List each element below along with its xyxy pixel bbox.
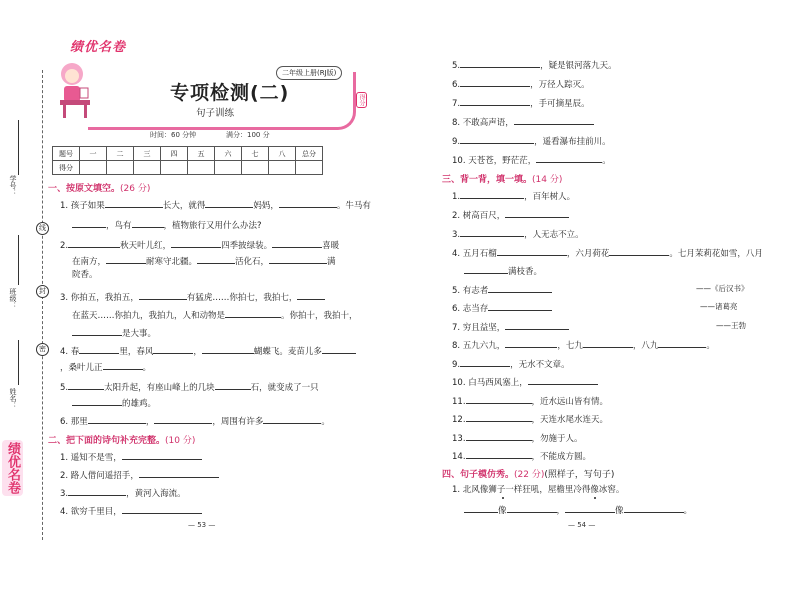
score-input-cell[interactable] [215, 161, 242, 175]
blank[interactable] [153, 344, 193, 354]
recite-1 [452, 189, 575, 203]
recite-13 [452, 431, 583, 445]
text: ， [193, 347, 202, 357]
blank[interactable] [132, 218, 164, 228]
blank[interactable] [68, 238, 120, 248]
blank[interactable] [225, 308, 281, 318]
logo-text: 绩优名卷 [70, 40, 127, 55]
text: ，手可摘星辰。 [530, 99, 590, 109]
score-table-score-row [53, 161, 323, 175]
name-line [18, 340, 19, 385]
text: 12. [452, 415, 466, 425]
recite-6 [452, 301, 552, 315]
text: ，近水远山皆有情。 [531, 397, 609, 407]
question-2-line-2 [72, 254, 336, 268]
poem-8 [452, 115, 594, 129]
question-6-line-1 [60, 414, 330, 428]
recite-5 [452, 283, 552, 297]
full-score: 满分：100 分 [226, 131, 270, 139]
section-title-text: 三、背一背，填一填。 [442, 175, 533, 185]
blank[interactable] [139, 290, 187, 300]
blank[interactable] [583, 338, 633, 348]
section-1-title [48, 181, 150, 194]
poem-6 [452, 77, 590, 91]
score-cell: 七 [242, 147, 269, 161]
score-side-tag: 得分 [358, 94, 365, 106]
section-title-text: 一、按原文填空。 [48, 184, 121, 194]
text: 6. [452, 80, 461, 90]
mascot-icon [58, 58, 92, 120]
text: ，遥看瀑布挂前川。 [534, 137, 611, 147]
score-table [52, 146, 323, 175]
blank[interactable] [460, 96, 530, 106]
emphasis-dot [594, 497, 596, 499]
blank[interactable] [122, 450, 202, 460]
recite-8 [452, 338, 715, 352]
text: 活化石， [235, 257, 270, 267]
score-input-cell[interactable] [296, 161, 323, 175]
poem-4 [60, 504, 202, 518]
blank[interactable] [460, 77, 530, 87]
text: 。 [321, 417, 330, 427]
text: 6. 那里 [60, 417, 88, 427]
blank[interactable] [103, 360, 143, 370]
blank[interactable] [497, 246, 567, 256]
blank[interactable] [514, 115, 594, 125]
section-note: (照样子，写句子) [544, 470, 615, 480]
text: 。牛马有 [336, 201, 371, 211]
blank[interactable] [171, 238, 221, 248]
blank[interactable] [507, 503, 557, 513]
text: 院香。 [72, 270, 98, 280]
poem-3 [60, 486, 186, 500]
text: 在蓝天……你拍九，我拍九，人和动物是 [72, 311, 226, 321]
recite-4-line-1 [452, 246, 763, 260]
question-4-line-1 [60, 344, 356, 358]
text: 4. 春 [60, 347, 80, 357]
text: 6. 志当存 [452, 304, 489, 314]
text: 满枝香。 [508, 267, 543, 277]
class-line [18, 235, 19, 285]
imitate-answer [464, 503, 692, 517]
blank[interactable] [460, 227, 524, 237]
score-cell: 二 [107, 147, 134, 161]
text: 1. [452, 192, 461, 202]
score-cell: 五 [188, 147, 215, 161]
text: 石，就变成了一只 [250, 383, 319, 393]
grade-badge: 二年级上册(RJ版) [276, 66, 342, 80]
text: 3. 你拍五，我拍五， [60, 293, 139, 303]
section-title-text: 二、把下面的诗句补充完整。 [48, 436, 166, 446]
blank[interactable] [466, 431, 532, 441]
attribution-wang-bo: ——王勃 [716, 321, 746, 330]
blank[interactable] [464, 503, 498, 513]
question-5-line-1 [60, 380, 319, 394]
blank[interactable] [505, 208, 569, 218]
margin-logo: 绩优名卷 [2, 440, 23, 496]
poem-1 [60, 450, 202, 464]
score-input-cell[interactable] [269, 161, 296, 175]
score-input-cell[interactable] [188, 161, 215, 175]
blank[interactable] [72, 396, 122, 406]
text: 9. [452, 137, 461, 147]
text: ，六月荷花 [566, 249, 610, 259]
text: 4. 欲穷千里目， [60, 507, 122, 517]
blank[interactable] [106, 254, 146, 264]
text: ，疑是银河落九天。 [540, 61, 617, 71]
text: 3. [60, 489, 69, 499]
margin-dashed-line [42, 70, 43, 540]
page-subtitle: 句子训练 [196, 108, 235, 119]
recite-11 [452, 394, 608, 408]
text: 8. 不敢高声语， [452, 118, 514, 128]
text: 5. [452, 61, 461, 71]
blank[interactable] [105, 198, 163, 208]
section-points: (26 分) [120, 184, 151, 194]
text: 7. [452, 99, 461, 109]
text: 四季披绿装。 [221, 241, 273, 251]
margin-circle-mi: 密 [36, 343, 49, 356]
question-1-line-2 [72, 218, 262, 232]
text: ，鸟有 [106, 221, 132, 231]
text: 。七月茉莉花如雪，八月 [669, 249, 763, 259]
text: 9. [452, 360, 461, 370]
text: 11. [452, 397, 466, 407]
blank[interactable] [624, 503, 684, 513]
imitate-example [452, 485, 624, 496]
question-3-line-1 [60, 290, 325, 304]
recite-2 [452, 208, 569, 222]
text: 2. [60, 241, 69, 251]
text: 。 [706, 341, 715, 351]
blank[interactable] [528, 375, 598, 385]
text: ，黄河入海流。 [126, 489, 186, 499]
blank[interactable] [215, 380, 251, 390]
page-number-right: — 54 — [568, 521, 596, 529]
text: 5. 有志者 [452, 286, 489, 296]
text: 太阳升起，有座山峰上的几块 [104, 383, 215, 393]
blank[interactable] [197, 254, 235, 264]
blank[interactable] [466, 412, 532, 422]
margin-circle-xian: 线 [36, 222, 49, 235]
poem-7 [452, 96, 590, 110]
page-number-left: — 53 — [188, 521, 216, 529]
blank[interactable] [488, 301, 552, 311]
blank[interactable] [322, 344, 356, 354]
text: 耐寒守北疆。 [146, 257, 198, 267]
blank[interactable] [466, 394, 532, 404]
score-cell: 总分 [296, 147, 323, 161]
text: ，万径人踪灭。 [530, 80, 590, 90]
text: 妈妈， [253, 201, 279, 211]
text: 5. [60, 383, 69, 393]
section-title-text: 四、句子模仿秀。 [442, 470, 515, 480]
recite-12 [452, 412, 608, 426]
text: 像 [498, 506, 507, 516]
blank[interactable] [565, 503, 615, 513]
text: 2. 路人借问遥招手， [60, 471, 139, 481]
text: ，周围有许多 [212, 417, 264, 427]
blank[interactable] [536, 153, 602, 163]
blank[interactable] [464, 264, 508, 274]
text: ，勿施于人。 [531, 434, 583, 444]
attribution-houhanshu: ——《后汉书》 [696, 284, 749, 293]
recite-7 [452, 320, 569, 334]
student-number-label: 学号： [9, 175, 17, 196]
blank[interactable] [460, 357, 510, 367]
blank[interactable] [279, 198, 337, 208]
text: ，无水不文章。 [510, 360, 570, 370]
score-input-cell[interactable] [161, 161, 188, 175]
text: 长大，就得 [162, 201, 206, 211]
text: 。 [142, 363, 152, 373]
blank[interactable] [72, 218, 106, 228]
class-label: 班级： [9, 288, 17, 309]
blank[interactable] [272, 238, 322, 248]
score-cell: 六 [215, 147, 242, 161]
text: ，天连水尾水连天。 [531, 415, 609, 425]
text: 满 [327, 257, 336, 267]
text: ， [556, 506, 566, 516]
question-5-line-2 [72, 396, 156, 410]
text: 1. 遥知不是雪， [60, 453, 122, 463]
section-points: (10 分) [165, 436, 196, 446]
recite-14 [452, 449, 591, 463]
margin-circle-feng: 封 [36, 285, 49, 298]
blank[interactable] [88, 414, 146, 424]
text: 10. 白马西风塞上， [452, 378, 528, 388]
section-points: (14 分) [532, 175, 563, 185]
question-3-line-2 [72, 308, 358, 322]
question-2-line-1 [60, 238, 339, 252]
text: 。你拍十，我拍十， [281, 311, 358, 321]
blank[interactable] [505, 320, 569, 330]
blank[interactable] [460, 58, 540, 68]
text: 秋天叶儿红， [120, 241, 172, 251]
blank[interactable] [269, 254, 327, 264]
emphasis-dot [502, 497, 504, 499]
question-4-line-2 [60, 360, 151, 374]
text: 1. 北风像狮子一样狂吼，屋檐里冷得像冰窖。 [452, 485, 625, 495]
question-1-line-1 [60, 198, 371, 212]
section-points: (22 分) [514, 470, 545, 480]
blank[interactable] [122, 504, 202, 514]
recite-9 [452, 357, 570, 371]
poem-2 [60, 468, 219, 482]
poem-9 [452, 134, 611, 148]
blank[interactable] [460, 189, 524, 199]
text: 。 [683, 506, 693, 516]
text: ， [145, 417, 155, 427]
text: 像 [615, 506, 624, 516]
score-table-header-row [53, 147, 323, 161]
text: 在南方， [72, 257, 107, 267]
question-3-line-3 [72, 326, 156, 340]
text: 2. 树高百尺， [452, 211, 506, 221]
text: 4. 五月石榴 [452, 249, 497, 259]
blank[interactable] [488, 283, 552, 293]
section-2-title [48, 433, 195, 446]
blank[interactable] [72, 326, 122, 336]
blank[interactable] [609, 246, 669, 256]
blank[interactable] [68, 380, 104, 390]
score-input-cell[interactable] [107, 161, 134, 175]
text: 10. 天苍苍，野茫茫， [452, 156, 537, 166]
text: 喜暖 [322, 241, 340, 251]
blank[interactable] [658, 338, 706, 348]
student-number-line [18, 120, 19, 175]
text: ，桑叶儿正 [60, 363, 103, 373]
score-input-cell[interactable] [134, 161, 161, 175]
score-cell: 八 [269, 147, 296, 161]
blank[interactable] [460, 134, 534, 144]
page-title: 专项检测(二) [170, 82, 290, 104]
score-input-cell[interactable] [80, 161, 107, 175]
score-cell: 三 [134, 147, 161, 161]
text: 蝴蝶飞。麦苗儿多 [253, 347, 322, 357]
score-cell: 一 [80, 147, 107, 161]
text: ，百年树人。 [524, 192, 576, 202]
recite-4-line-2 [464, 264, 542, 278]
score-input-cell[interactable] [242, 161, 269, 175]
score-cell: 题号 [53, 147, 80, 161]
text: 14. [452, 452, 466, 462]
blank[interactable] [466, 449, 532, 459]
text: 是大事。 [122, 329, 157, 339]
score-cell: 四 [161, 147, 188, 161]
score-cell: 得分 [53, 161, 80, 175]
blank[interactable] [505, 338, 557, 348]
recite-3 [452, 227, 584, 241]
text: 3. [452, 230, 461, 240]
poem-10 [452, 153, 611, 167]
text: 里，春风 [119, 347, 154, 357]
poem-5 [452, 58, 617, 72]
question-2-line-3 [72, 270, 98, 281]
text: ，不能成方圆。 [531, 452, 592, 462]
text: ，八九 [632, 341, 659, 351]
text: 有猛虎……你拍七，我拍七， [186, 293, 298, 303]
text: 的雄鸡。 [122, 399, 157, 409]
text: ，人无志不立。 [524, 230, 584, 240]
blank[interactable] [205, 198, 253, 208]
blank[interactable] [154, 414, 212, 424]
time-limit: 时间：60 分钟 [150, 131, 197, 139]
recite-10 [452, 375, 598, 389]
section-4-title [442, 467, 614, 480]
text: 1. 孩子如果 [60, 201, 105, 211]
blank[interactable] [202, 344, 254, 354]
text: 。 [602, 156, 611, 166]
text: 8. 五九六九， [452, 341, 506, 351]
name-label: 姓名： [9, 388, 17, 409]
blank[interactable] [297, 290, 325, 300]
blank[interactable] [263, 414, 321, 424]
blank[interactable] [68, 486, 126, 496]
text: 13. [452, 434, 466, 444]
section-3-title [442, 172, 562, 185]
text: 7. 穷且益坚， [452, 323, 506, 333]
attribution-zhuge-liang: ——诸葛亮 [700, 302, 738, 311]
blank[interactable] [139, 468, 219, 478]
blank[interactable] [79, 344, 119, 354]
text: ，七九 [557, 341, 583, 351]
text: ，植物旅行又用什么办法? [163, 221, 262, 231]
